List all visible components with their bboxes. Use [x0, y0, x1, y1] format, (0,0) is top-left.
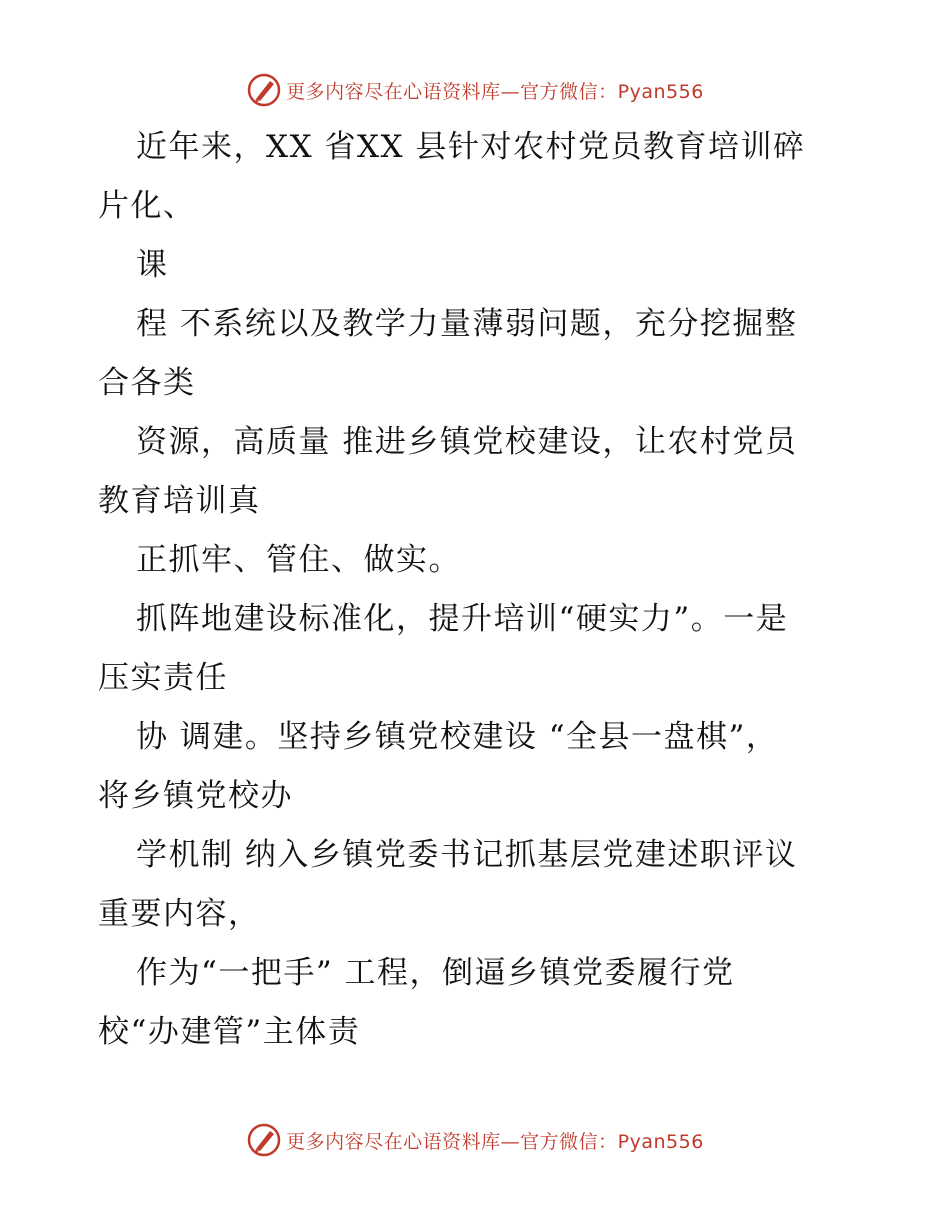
- footer-banner-text: 更多内容尽在心语资料库—官方微信：Pyan556: [286, 1130, 704, 1153]
- text-line: 协 调建。坚持乡镇党校建设 “全县一盘棋”，: [136, 719, 779, 755]
- text-line: 学机制 纳入乡镇党委书记抓基层党建述职评议: [136, 837, 798, 873]
- text-line: 压实责任: [98, 660, 228, 696]
- text-line: 片化、: [98, 188, 196, 224]
- text-line: 抓阵地建设标准化，提升培训“硬实力”。一是: [136, 601, 789, 637]
- header-banner: [0, 70, 950, 110]
- pen-logo-icon: [246, 1122, 282, 1158]
- text-line: 将乡镇党校办: [98, 778, 293, 814]
- text-line: 程 不系统以及教学力量薄弱问题，充分挖掘整: [136, 306, 798, 342]
- text-line: 课: [136, 247, 169, 283]
- text-line: 作为“一把手” 工程，倒逼乡镇党委履行党: [136, 955, 735, 991]
- text-line: 正抓牢、管住、做实。: [136, 542, 461, 578]
- header-banner-text: 更多内容尽在心语资料库—官方微信：Pyan556: [286, 80, 704, 103]
- text-line: 校“办建管”主体责: [98, 1014, 361, 1050]
- text-line: 近年来，XX 省XX 县针对农村党员教育培训碎: [136, 129, 806, 165]
- footer-banner: [0, 1120, 950, 1160]
- text-line: 重要内容，: [98, 896, 261, 932]
- text-line: 合各类: [98, 365, 196, 401]
- document-body: [98, 118, 868, 1062]
- pen-logo-icon: [246, 72, 282, 108]
- text-line: 教育培训真: [98, 483, 261, 519]
- text-line: 资源，高质量 推进乡镇党校建设，让农村党员: [136, 424, 798, 460]
